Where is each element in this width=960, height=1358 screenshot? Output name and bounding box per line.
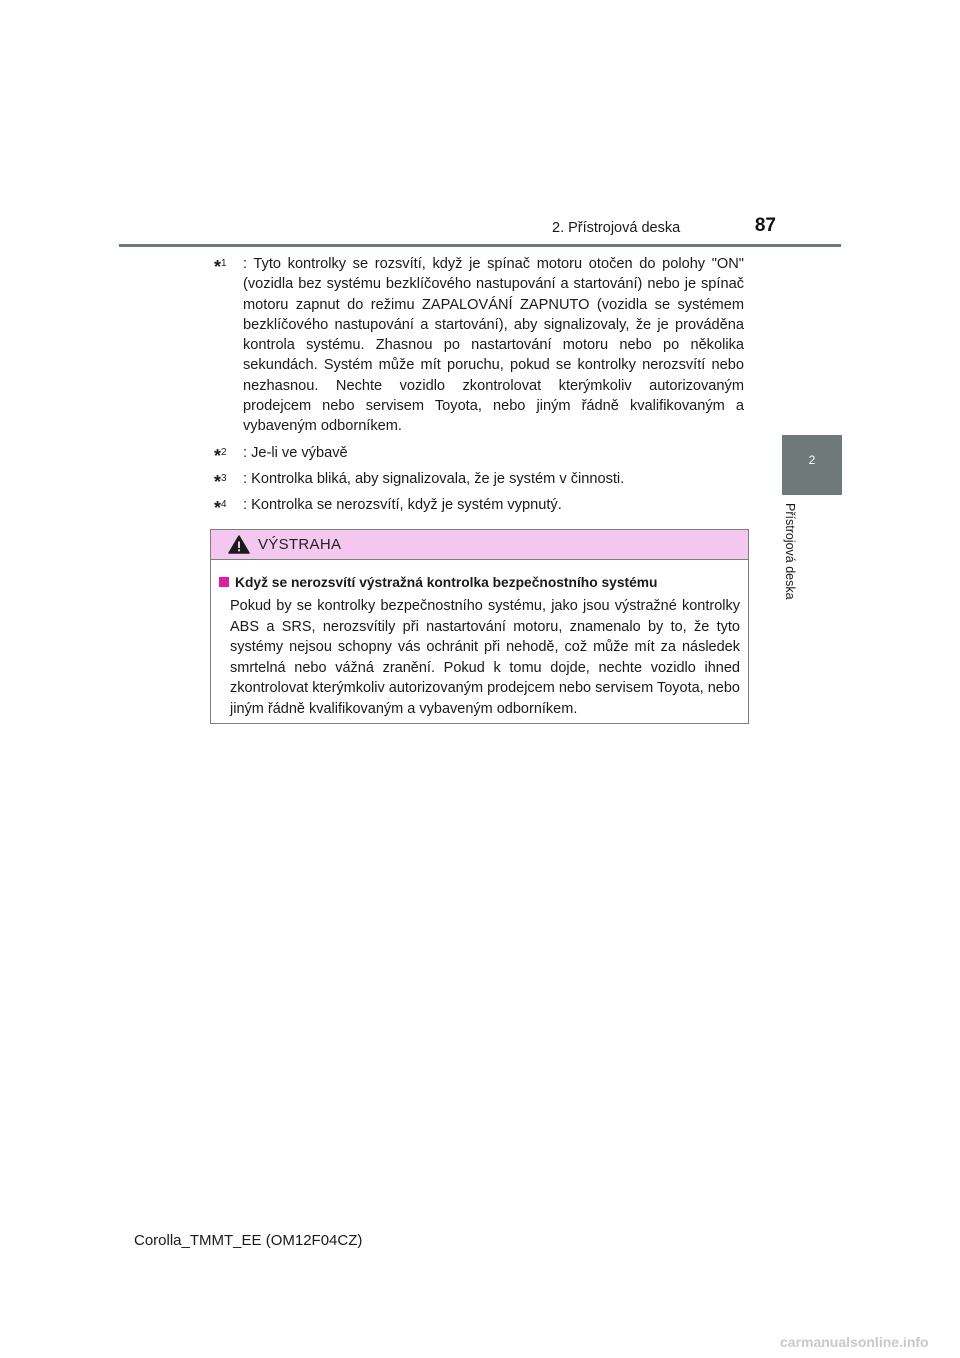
footnote-3	[212, 469, 744, 492]
footnotes	[212, 254, 744, 522]
warning-body	[211, 560, 748, 720]
header-section-title: 2. Přístrojová deska	[552, 220, 681, 236]
warning-text: Pokud by se kontrolky bezpečnostního systému, jako jsou výstražné kontrolky ABS a SRS, nerozsvítily při nastartování motoru, znamenalo by to, že tyto systémy nejsou schopny vás ochránit při nehodě, což může mít za následek smrtelná nebo vážná zranění. Pokud k tomu dojde, nechte vozidlo ihned zkontrolovat kterýmkoliv autorizovaným prodejcem nebo servisem Toyota, nebo jiným řádně kvalifikovaným a vybaveným odborníkem.	[230, 598, 740, 717]
watermark: carmanualsonline.info	[780, 1334, 929, 1350]
footnote-2	[212, 443, 744, 466]
chapter-number: 2	[808, 453, 816, 467]
footnote-text: : Kontrolka se nerozsvítí, když je systém vypnutý.	[243, 497, 562, 514]
chapter-side-title	[783, 503, 807, 615]
footnote-text: : Tyto kontrolky se rozsvítí, když je spínač motoru otočen do polohy "ON" (vozidla bez systému bezklíčového nastupování a startování) nebo je spínač motoru zapnut do režimu ZAPALOVÁNÍ ZAPNUTO (vozidla se systémem bezklíčového nastupování a startování), aby signalizovaly, že je prováděna kontrola systému. Zhasnou po nastartování motoru nebo po několika sekundách. Systém může mít poruchu, pokud se kontrolky nerozsvítí nebo nezhasnou. Nechte vozidlo zkontrolovat kterýmkoliv autorizovaným prodejcem nebo servisem Toyota, nebo jiným řádně kvalifikovaným a vybaveným odborníkem.	[243, 256, 744, 435]
manual-code: Corolla_TMMT_EE (OM12F04CZ)	[134, 1232, 363, 1249]
footnote-marker: *$^1$	[214, 257, 227, 277]
footnote-4	[212, 495, 744, 519]
footnote-text: : Je-li ve výbavě	[243, 444, 348, 461]
square-bullet-icon	[219, 577, 229, 587]
chapter-side-tab	[782, 435, 842, 495]
footnote-1	[212, 254, 744, 437]
warning-header	[211, 530, 748, 560]
warning-subtitle	[219, 573, 740, 593]
warning-triangle-icon	[228, 535, 250, 554]
warning-title: VÝSTRAHA	[258, 536, 342, 553]
footnote-text: : Kontrolka bliká, aby signalizovala, že je systém v činnosti.	[243, 470, 625, 487]
footnote-marker: *$^3$	[214, 471, 227, 492]
warning-box	[210, 529, 749, 724]
footnote-marker: *$^2$	[214, 445, 227, 466]
footnote-marker: *$^4$	[214, 498, 227, 519]
page-number: 87	[754, 215, 776, 236]
warning-subtitle-text: Když se nerozsvítí výstražná kontrolka bezpečnostního systému	[235, 575, 658, 590]
chapter-title-text: Přístrojová deska	[783, 503, 797, 600]
header-rule	[119, 244, 841, 247]
